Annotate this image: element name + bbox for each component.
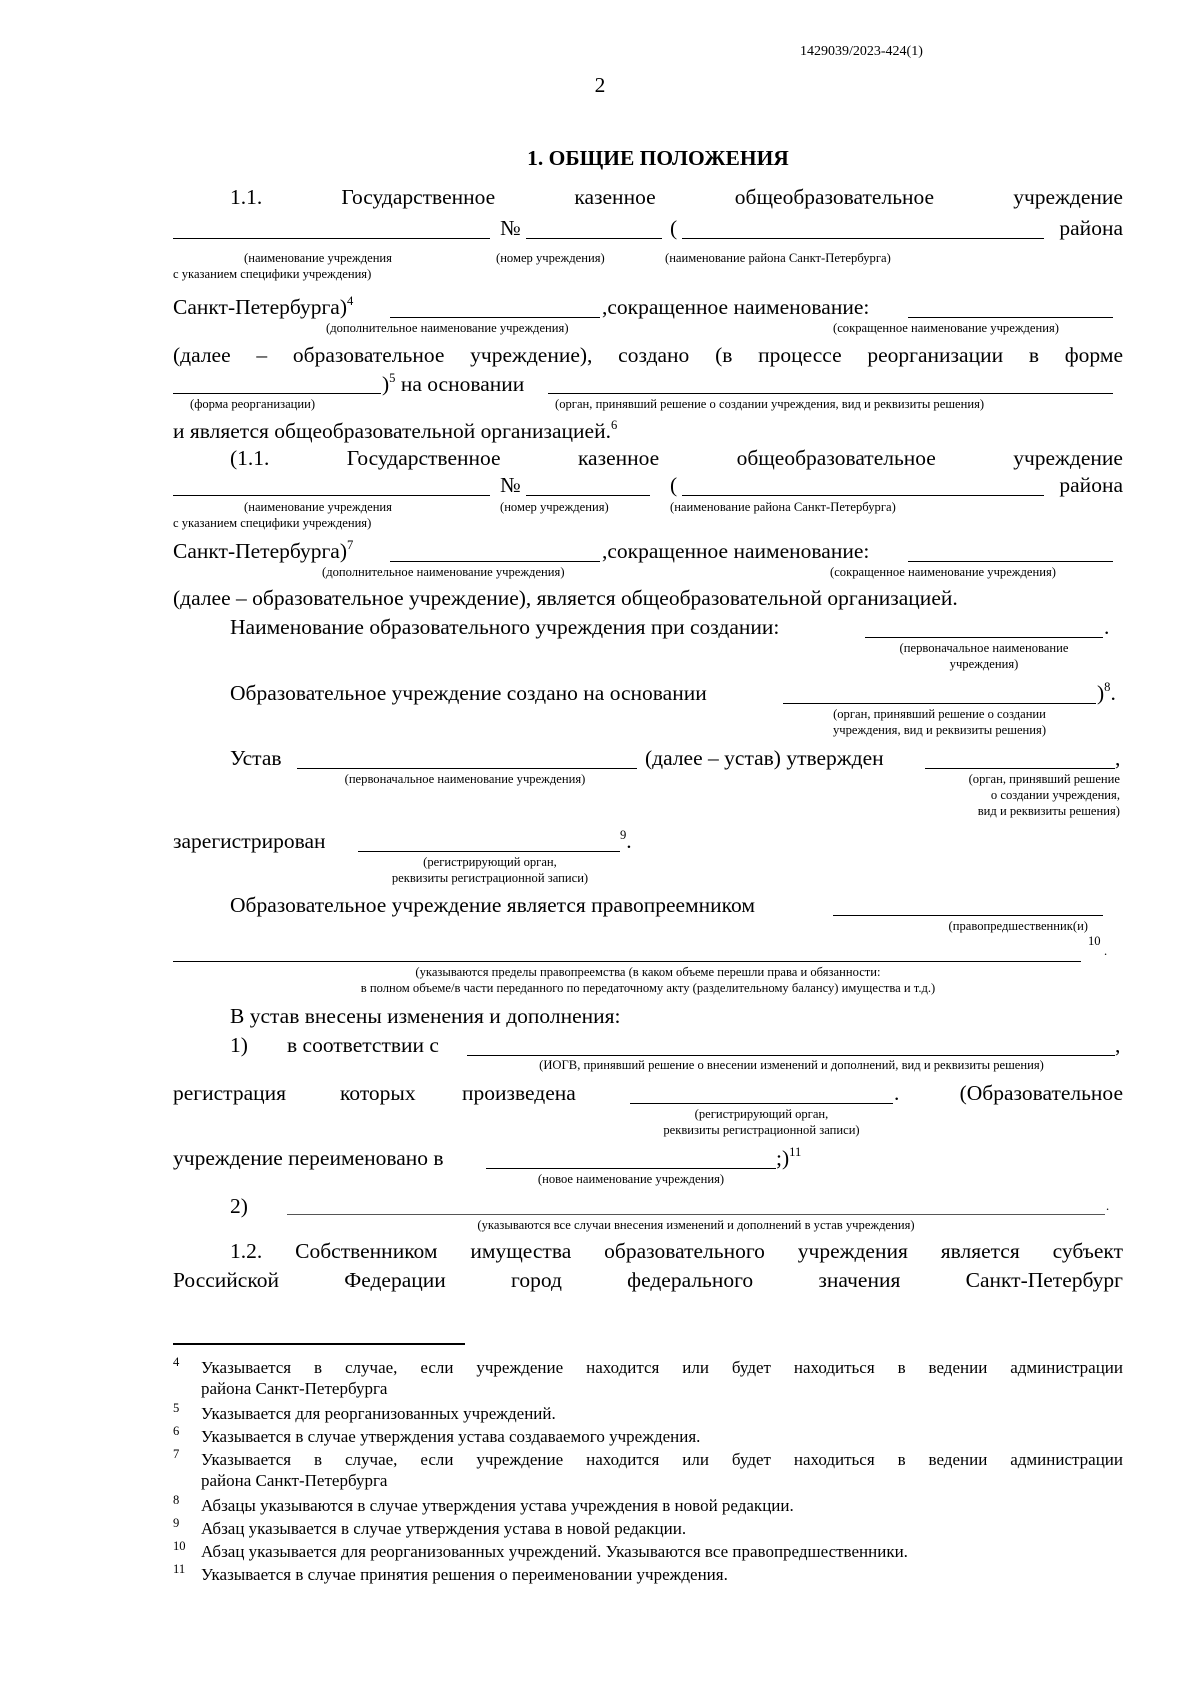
footnote-4	[173, 1357, 1123, 1399]
p1b-further-line: (далее – образовательное учреждение), является общеобразовательной организацией.	[173, 586, 958, 610]
caption-initial-name-2: учреждения)	[949, 657, 1019, 671]
spb-text-2	[173, 538, 353, 567]
ustav-approved-label: (далее – устав) утвержден	[645, 746, 884, 770]
creation-name-label: Наименование образовательного учреждения при создании:	[230, 615, 780, 639]
number-sign-2: №	[500, 473, 521, 497]
footnote-number: 6	[173, 1424, 180, 1438]
na-osnovanii: на основании	[400, 372, 525, 396]
creation-basis-close: )$^8$.	[1097, 680, 1116, 705]
footnote-text: Указывается в случае, если учреждение находится или будет находиться в ведении администрации	[201, 1358, 1123, 1377]
caption-reorganization-form: (форма реорганизации)	[190, 397, 316, 411]
caption-amendment-reg-2: реквизиты регистрационной записи)	[663, 1123, 860, 1137]
proizvedena-word: произведена	[462, 1081, 576, 1105]
ustav-approval-organ-blank[interactable]	[925, 768, 1115, 769]
footnote-number: 4	[173, 1355, 180, 1369]
footnote-text: Указывается в случае, если учреждение находится или будет находиться в ведении администрации	[201, 1450, 1123, 1469]
footnote-6	[173, 1426, 700, 1447]
reorganization-form-blank[interactable]	[173, 393, 381, 394]
footnote-number: 8	[173, 1493, 180, 1507]
caption-initial-name: (первоначальное наименование	[899, 641, 1069, 655]
comma: ,	[1115, 746, 1121, 770]
p1-word: общеобразовательное	[734, 185, 935, 209]
caption-institution-name-2: (наименование учреждения	[244, 500, 392, 514]
creation-basis-label: Образовательное учреждение создано на основании	[230, 681, 707, 705]
general-org-line	[173, 418, 617, 447]
short-name-label: ,сокращенное наименование:	[602, 295, 870, 319]
p1-line1	[230, 184, 1123, 210]
footnote-text: района Санкт-Петербурга	[201, 1379, 388, 1398]
period-2: .	[1104, 944, 1108, 958]
p1b-word: Государственное	[346, 446, 501, 470]
caption-creation-basis: (орган, принявший решение о создании	[833, 707, 1046, 721]
p12-word: имущества	[470, 1239, 572, 1263]
p12-word: образовательного	[604, 1239, 765, 1263]
footnote-text: Указывается для реорганизованных учреждений.	[201, 1404, 556, 1423]
footnote-text: Абзац указывается в случае утверждения устава в новой редакции.	[201, 1519, 687, 1538]
p1b-word: казенное	[577, 446, 660, 470]
footnote-9	[173, 1518, 686, 1539]
period: .	[1104, 615, 1110, 639]
caption-creation-basis-2: учреждения, вид и реквизиты решения)	[832, 723, 1047, 737]
caption-predecessor: (правопредшественник(и)	[948, 919, 1088, 933]
predecessor-blank[interactable]	[833, 915, 1103, 916]
section-heading: 1. ОБЩИЕ ПОЛОЖЕНИЯ	[527, 146, 789, 170]
open-paren-2: (	[670, 473, 678, 497]
footnote-text: района Санкт-Петербурга	[201, 1471, 388, 1490]
kotoryh-word: которых	[340, 1081, 416, 1105]
open-paren: (	[670, 216, 678, 240]
p1-further-line: (далее – образовательное учреждение), создано (в процессе реорганизации в форме	[173, 343, 1123, 367]
footnote-ref: 5	[389, 371, 396, 385]
creation-basis-blank[interactable]	[548, 393, 1113, 394]
ustav-initial-name-blank[interactable]	[297, 768, 637, 769]
spb-label: Санкт-Петербурга)	[173, 295, 348, 319]
spb-label: Санкт-Петербурга)	[173, 539, 348, 563]
p1b-word: учреждение	[1013, 446, 1123, 470]
caption-registration-2: реквизиты регистрационной записи)	[391, 871, 589, 885]
footnote-ref: 11	[789, 1145, 802, 1159]
caption-succession-limits-1: (указываются пределы правопреемства (в каком объеме перешли права и обязанности:	[415, 965, 881, 979]
footnote-number: 11	[173, 1562, 186, 1576]
p12-word: Российской	[173, 1268, 279, 1292]
footnote-text: Абзац указывается для реорганизованных учреждений. Указываются все правопредшественники.	[201, 1542, 908, 1561]
footnote-ref: 6	[610, 418, 618, 432]
document-number: 1429039/2023-424(1)	[800, 44, 923, 59]
caption-creation-organ: (орган, принявший решение о создании учреждения, вид и реквизиты решения)	[555, 397, 985, 411]
period-3: .	[894, 1081, 900, 1105]
footnote-11	[173, 1564, 728, 1585]
footnote-text: Указывается в случае принятия решения о переименовании учреждения.	[201, 1565, 728, 1584]
all-amendments-blank[interactable]	[287, 1214, 1105, 1215]
comma-2: ,	[1115, 1033, 1121, 1057]
p12-number: 1.2.	[230, 1239, 263, 1263]
institution-name-blank-2[interactable]	[173, 495, 490, 496]
footnote-8	[173, 1495, 794, 1516]
rayona-text-2: района	[1059, 473, 1123, 497]
p1-word: учреждение	[1013, 185, 1123, 209]
ustav-label: Устав	[230, 746, 282, 770]
footnote-5	[173, 1403, 556, 1424]
short-name-blank[interactable]	[908, 317, 1113, 318]
rayona-text: района	[1059, 216, 1123, 240]
footnote-text: Абзацы указываются в случае утверждения устава учреждения в новой редакции.	[201, 1496, 794, 1515]
caption-ustav-organ-3: вид и реквизиты решения)	[977, 804, 1120, 818]
footnote-10	[173, 1541, 908, 1562]
caption-institution-specifics-2: с указанием специфики учреждения)	[173, 516, 372, 530]
succession-limits-blank[interactable]	[173, 961, 1081, 962]
additional-name-blank[interactable]	[390, 317, 600, 318]
general-org-text: и является общеобразовательной организацией.	[173, 419, 611, 443]
iogv-decision-blank[interactable]	[467, 1055, 1115, 1056]
registered-label: зарегистрирован	[173, 829, 326, 853]
caption-ustav-organ-2: о создании учреждения,	[990, 788, 1120, 802]
institution-name-blank[interactable]	[173, 238, 490, 239]
amendments-intro: В устав внесены изменения и дополнения:	[230, 1004, 621, 1028]
footnote-number: 9	[173, 1516, 180, 1530]
initial-name-blank[interactable]	[865, 637, 1103, 638]
p12-line2	[173, 1267, 1123, 1293]
p12-word: значения	[818, 1268, 901, 1292]
p12-word: Собственником	[295, 1239, 438, 1263]
amendment-1-number: 1)	[230, 1033, 248, 1057]
p12-word: является	[940, 1239, 1020, 1263]
footnote-ref: 7	[347, 538, 354, 552]
spb-text	[173, 294, 353, 323]
footnote-number: 7	[173, 1447, 180, 1461]
footnote-number: 5	[173, 1401, 180, 1415]
registration-blank[interactable]	[358, 851, 620, 852]
amendment-2-number: 2)	[230, 1194, 248, 1218]
p12-word: Федерации	[344, 1268, 446, 1292]
p1b-number: (1.1.	[230, 446, 270, 470]
caption-institution-specifics: с указанием специфики учреждения)	[173, 267, 372, 281]
footnote-separator	[173, 1343, 465, 1345]
footnote-7	[173, 1449, 1123, 1491]
district-name-blank-2[interactable]	[682, 495, 1044, 496]
p12-word: учреждения	[797, 1239, 908, 1263]
short-name-label-2: ,сокращенное наименование:	[602, 539, 870, 563]
period-4: .	[1106, 1199, 1110, 1213]
caption-institution-number: (номер учреждения)	[496, 251, 605, 265]
registration-word: регистрация	[173, 1081, 287, 1105]
p1-word: казенное	[574, 185, 656, 209]
number-sign: №	[500, 216, 521, 240]
page-number: 2	[594, 73, 606, 97]
additional-name-blank-2[interactable]	[390, 561, 600, 562]
caption-district-name: (наименование района Санкт-Петербурга)	[665, 251, 891, 265]
accordance-label: в соответствии с	[287, 1033, 439, 1057]
footnote-text: Указывается в случае утверждения устава создаваемого учреждения.	[201, 1427, 701, 1446]
caption-additional-name-2: (дополнительное наименование учреждения)	[322, 565, 565, 579]
p1b-word: общеобразовательное	[736, 446, 936, 470]
p12-word: федерального	[627, 1268, 754, 1292]
creation-basis-blank-2[interactable]	[783, 703, 1096, 704]
caption-additional-name: (дополнительное наименование учреждения)	[326, 321, 569, 335]
caption-new-name: (новое наименование учреждения)	[537, 1172, 725, 1186]
short-name-blank-2[interactable]	[908, 561, 1113, 562]
caption-all-amendments: (указываются все случаи внесения изменений и дополнений в устав учреждения)	[477, 1218, 915, 1232]
renamed-label: учреждение переименовано в	[173, 1146, 444, 1170]
institution-number-blank[interactable]	[526, 238, 662, 239]
obrazovatelnoe-word: (Образовательное	[959, 1081, 1123, 1105]
renamed-end: ;)$^{11}$	[776, 1145, 802, 1170]
registered-end: $^9$.	[620, 828, 632, 853]
caption-institution-name: (наименование учреждения	[244, 251, 392, 265]
basis-label: )$^5$ на основании	[382, 371, 525, 396]
caption-ustav-organ-1: (орган, принявший решение	[968, 772, 1120, 786]
p12-word: город	[511, 1268, 562, 1292]
footnote-ref: 4	[347, 294, 354, 308]
caption-institution-number-2: (номер учреждения)	[500, 500, 609, 514]
district-name-blank[interactable]	[682, 238, 1044, 239]
p1-word: Государственное	[341, 185, 496, 209]
p12-line1	[230, 1238, 1123, 1264]
new-name-blank[interactable]	[486, 1168, 776, 1169]
footnote-ref: 9	[620, 828, 627, 842]
p12-word: Санкт-Петербург	[965, 1268, 1123, 1292]
caption-registration-1: (регистрирующий орган,	[423, 855, 557, 869]
p1b-line1	[230, 445, 1123, 471]
caption-short-name-2: (сокращенное наименование учреждения)	[830, 565, 1056, 579]
caption-district-name-2: (наименование района Санкт-Петербурга)	[670, 500, 896, 514]
caption-ustav-initial-name: (первоначальное наименование учреждения)	[344, 772, 586, 786]
p12-word: субъект	[1052, 1239, 1123, 1263]
institution-number-blank-2[interactable]	[526, 495, 650, 496]
footnote-ref: 8	[1104, 680, 1111, 694]
caption-amendment-reg-1: (регистрирующий орган,	[694, 1107, 829, 1121]
footnote-number: 10	[173, 1539, 186, 1553]
caption-succession-limits-2: в полном объеме/в части переданного по передаточному акту (разделительному балансу) имущества и т.д.)	[360, 981, 936, 995]
footnote-ref-10: 10	[1088, 934, 1101, 948]
caption-short-name: (сокращенное наименование учреждения)	[833, 321, 1059, 335]
p1-number: 1.1.	[230, 185, 263, 209]
amendment-registration-blank[interactable]	[630, 1103, 893, 1104]
caption-iogv: (ИОГВ, принявший решение о внесении изменений и дополнений, вид и реквизиты решения)	[539, 1058, 1044, 1072]
successor-label: Образовательное учреждение является правопреемником	[230, 893, 755, 917]
